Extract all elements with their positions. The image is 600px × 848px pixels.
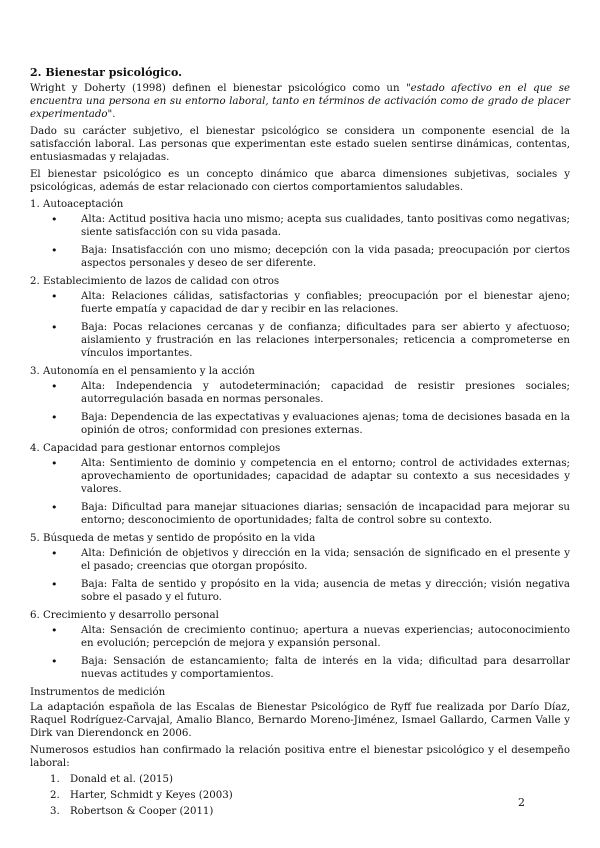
dimension-metas [30, 532, 570, 604]
list-item-baja: • Baja: Falta de sentido y propósito en la vida; ausencia de metas y dirección; visión negativa sobre el pasado y el futuro. [73, 578, 570, 604]
instruments-paragraph: La adaptación española de las Escalas de Bienestar Psicológico de Ryff fue realizada por Darío Díaz, Raquel Rodríguez-Carvajal, Amalio Blanco, Bernardo Moreno-Jiménez, Ismael Gallardo, Carmen Valle y Dirk van Dierendonck en 2006. [30, 702, 570, 739]
list-item-baja: • Baja: Dificultad para manejar situaciones diarias; sensación de incapacidad para mejorar su entorno; desconocimiento de oportunidades; falta de control sobre su contexto. [73, 501, 570, 527]
reference-item [50, 773, 570, 786]
dimension-title: 4. Capacidad para gestionar entornos complejos [30, 443, 281, 454]
list-item-alta: • Alta: Independencia y autodeterminación; capacidad de resistir presiones sociales; autorregulación basada en normas personales. [73, 380, 570, 406]
instruments-title: Instrumentos de medición [30, 687, 166, 698]
paragraph-subjective: Dado su carácter subjetivo, el bienestar psicológico se considera un componente esencial de la satisfacción laboral. Las personas que experimentan este estado suelen sentirse dinámicas, contentas, entusiasmadas y relajadas. [30, 126, 570, 163]
dimension-title: 6. Crecimiento y desarrollo personal [30, 610, 219, 621]
list-item-alta: • Alta: Relaciones cálidas, satisfactorias y confiables; preocupación por el bienestar ajeno; fuerte empatía y capacidad de dar y recibir en las relaciones. [73, 290, 570, 316]
studies-intro: Numerosos estudios han confirmado la relación positiva entre el bienestar psicológico y el desempeño laboral: [30, 745, 570, 769]
document-page [30, 66, 570, 821]
page-number: 2 [518, 796, 525, 809]
dimension-list [30, 624, 570, 681]
dimension-title: 3. Autonomía en el pensamiento y la acción [30, 366, 255, 377]
reference-text: Robertson & Cooper (2011) [70, 806, 214, 817]
reference-text: Harter, Schmidt y Keyes (2003) [70, 790, 233, 801]
list-item-alta: • Alta: Sentimiento de dominio y competencia en el entorno; control de actividades externas; aprovechamiento de oportunidades; capacidad de adaptar su contexto a sus necesidades y valores. [73, 457, 570, 496]
reference-number: 3. [50, 806, 60, 817]
intro-lead: Wright y Doherty (1998) definen el bienestar psicológico como un [30, 83, 406, 94]
list-item-baja: • Baja: Dependencia de las expectativas y evaluaciones ajenas; toma de decisiones basada en la opinión de otros; conformidad con presiones externas. [73, 411, 570, 437]
dimension-lazos [30, 275, 570, 360]
reference-list [30, 773, 570, 818]
reference-text: Donald et al. (2015) [70, 774, 173, 785]
dimension-entornos [30, 442, 570, 527]
dimension-list [30, 290, 570, 360]
list-item-baja: • Baja: Sensación de estancamiento; falta de interés en la vida; dificultad para desarrollar nuevas actitudes y comportamientos. [73, 655, 570, 681]
list-item-baja: • Baja: Pocas relaciones cercanas y de confianza; dificultades para ser abierto y afectuoso; aislamiento y frustración en las relaciones interpersonales; reticencia a comprometerse en vínculos importantes. [73, 321, 570, 360]
dimension-list [30, 380, 570, 437]
dimension-list [30, 213, 570, 270]
reference-item [50, 805, 570, 818]
intro-paragraph [30, 82, 570, 121]
paragraph-dynamic: El bienestar psicológico es un concepto dinámico que abarca dimensiones subjetivas, sociales y psicológicas, además de estar relacionado con ciertos comportamientos saludables. [30, 169, 570, 193]
dimension-title: 1. Autoaceptación [30, 199, 124, 210]
dimension-crecimiento [30, 609, 570, 681]
intro-tail: . [112, 109, 116, 120]
reference-number: 2. [50, 790, 60, 801]
section-heading: 2. Bienestar psicológico. [30, 66, 182, 79]
list-item-alta: • Alta: Sensación de crecimiento continuo; apertura a nuevas experiencias; autoconocimiento en evolución; percepción de mejora y expansión personal. [73, 624, 570, 650]
dimension-list [30, 457, 570, 527]
dimension-autoaceptacion [30, 198, 570, 270]
dimension-title: 2. Establecimiento de lazos de calidad con otros [30, 276, 280, 287]
list-item-alta: • Alta: Definición de objetivos y dirección en la vida; sensación de significado en el presente y el pasado; creencias que otorgan propósito. [73, 547, 570, 573]
dimension-list [30, 547, 570, 604]
reference-item [50, 789, 570, 802]
reference-number: 1. [50, 774, 60, 785]
dimension-title: 5. Búsqueda de metas y sentido de propósito en la vida [30, 533, 316, 544]
list-item-alta: • Alta: Actitud positiva hacia uno mismo; acepta sus cualidades, tanto positivas como negativas; siente satisfacción con su vida pasada. [73, 213, 570, 239]
dimension-autonomia [30, 365, 570, 437]
list-item-baja: • Baja: Insatisfacción con uno mismo; decepción con la vida pasada; preocupación por ciertos aspectos personales y deseo de ser diferente. [73, 244, 570, 270]
intro-quote: "estado afectivo en el que se encuentra una persona en su entorno laboral, tanto en términos de activación como de grado de placer experimentado" [30, 83, 570, 120]
